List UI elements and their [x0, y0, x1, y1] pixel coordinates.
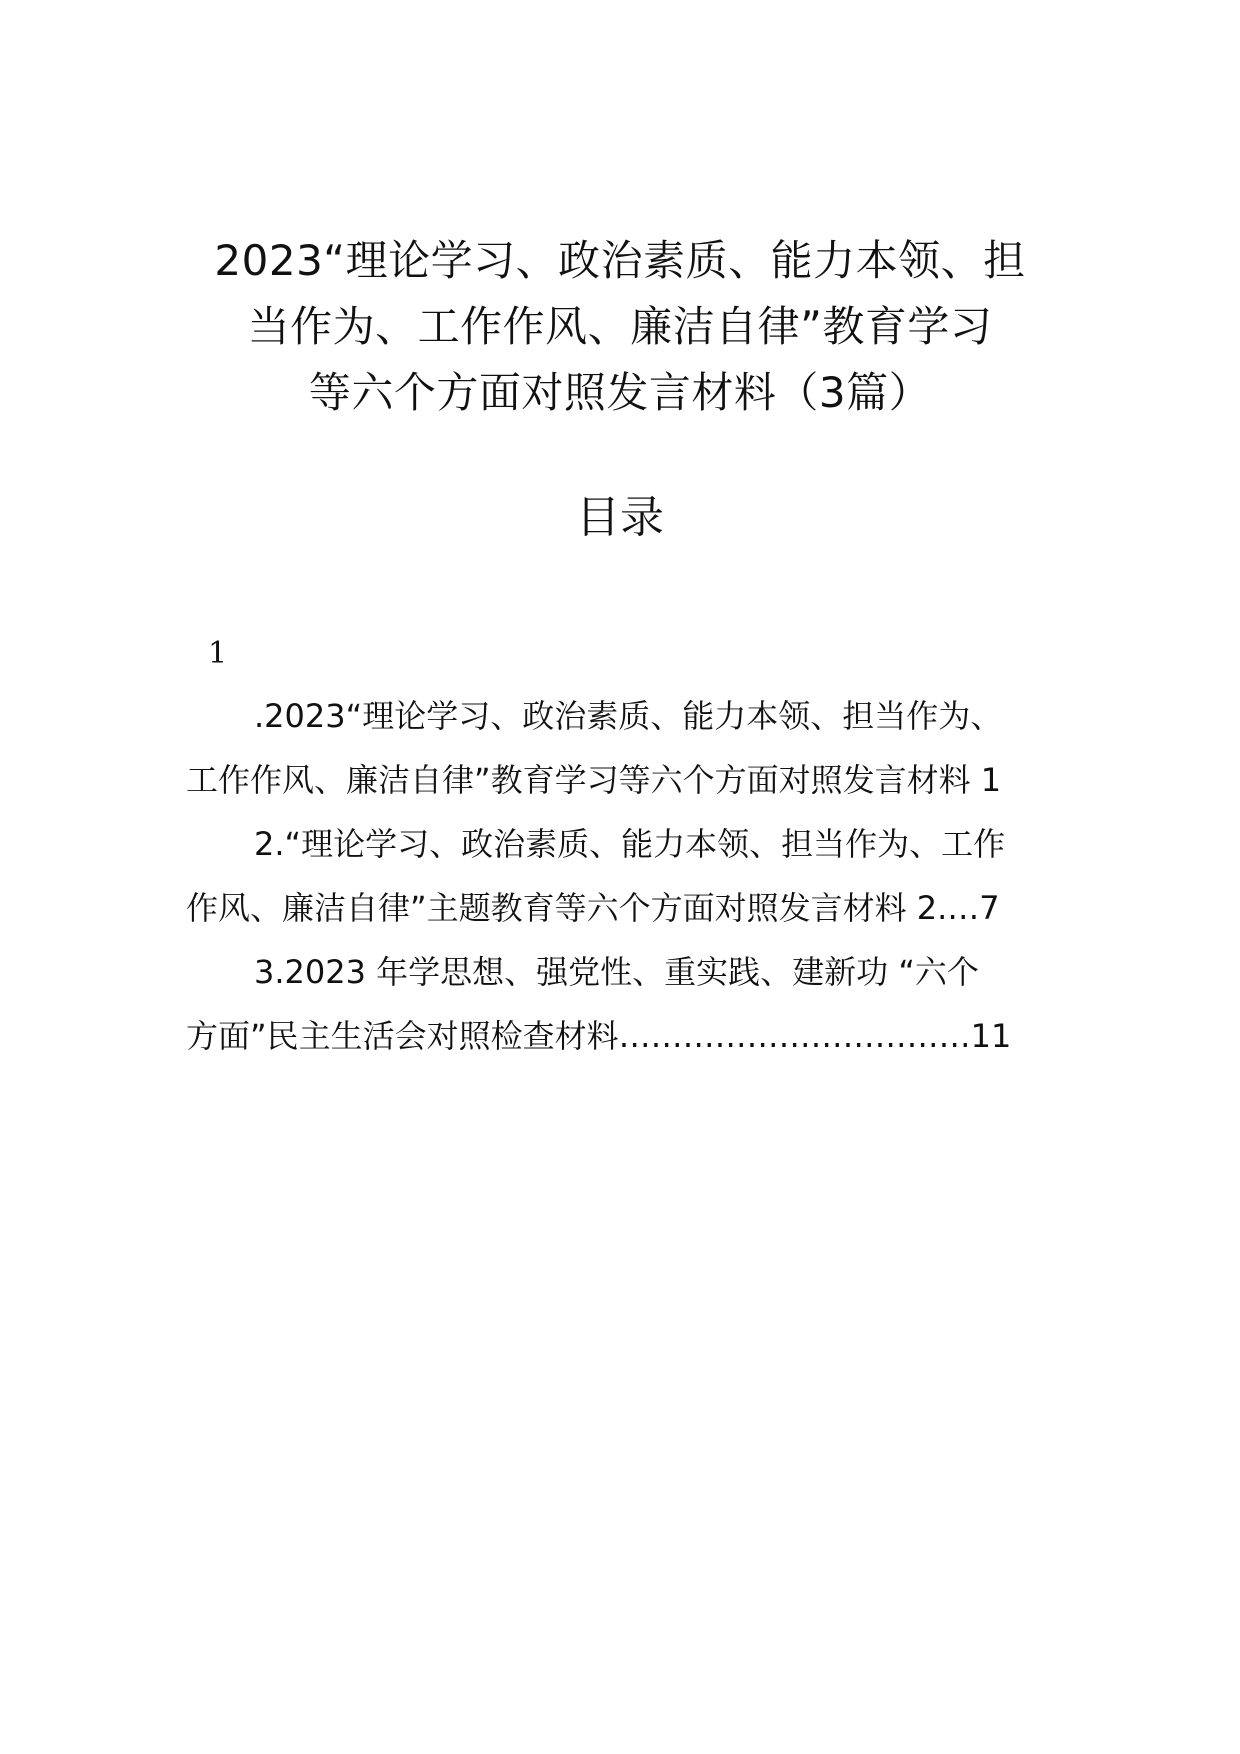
toc-entry-1-line-2[interactable]: 工作作风、廉洁自律”教育学习等六个方面对照发言材料 1: [186, 761, 1002, 799]
document-title: [170, 228, 1070, 426]
toc-entry-2-line-1[interactable]: 2.“理论学习、政治素质、能力本领、担当作为、工作: [254, 825, 1006, 863]
toc-entry-3-line-1[interactable]: 3.2023 年学思想、强党性、重实践、建新功 “六个: [254, 953, 979, 991]
table-of-contents: [186, 684, 1054, 1068]
title-line-2: 当作为、工作作风、廉洁自律”教育学习: [247, 302, 993, 351]
title-line-1: 2023“理论学习、政治素质、能力本领、担: [214, 236, 1026, 285]
toc-entry-1-line-1[interactable]: .2023“理论学习、政治素质、能力本领、担当作为、: [254, 697, 1003, 735]
toc-entry-2-line-2[interactable]: 作风、廉洁自律”主题教育等六个方面对照发言材料 2.…7: [186, 889, 1000, 927]
page-marker: 1: [208, 636, 228, 671]
toc-heading: 目录: [576, 492, 664, 543]
title-line-3: 等六个方面对照发言材料（3篇）: [308, 368, 932, 417]
toc-entry-3-line-2[interactable]: 方面”民主生活会对照检查材料……………………………11: [186, 1017, 1012, 1055]
